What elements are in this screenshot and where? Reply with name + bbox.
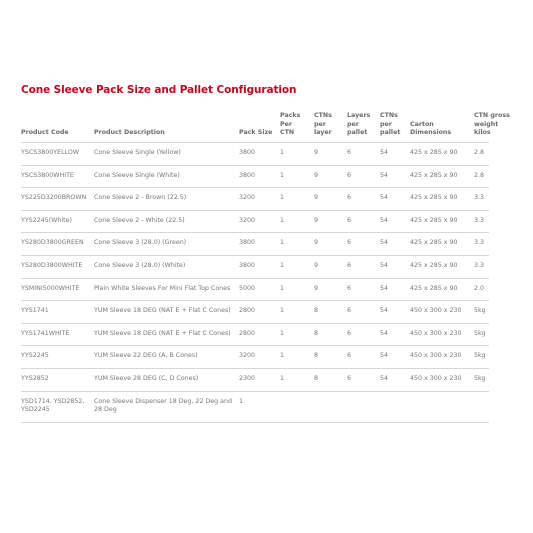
cell-carton-dimensions: 425 x 285 x 90 (410, 171, 458, 179)
cell-layers-per-pallet: 6 (347, 307, 352, 315)
cell-carton-dimensions: 450 x 300 x 230 (410, 307, 462, 315)
cell-product-description: Cone Sleeve 3 (28.0) (White) (94, 261, 186, 269)
cell-carton-dimensions: 425 x 285 x 90 (410, 261, 458, 269)
cell-ctn-gross-weight: 2.0 (474, 284, 485, 292)
table-row (21, 233, 489, 256)
cell-ctns-per-layer: 9 (314, 171, 319, 179)
header-packs-per-ctn: Packs Per CTN (280, 112, 301, 137)
cell-product-description: Cone Sleeve 3 (28.0) (Green) (94, 239, 187, 247)
cell-product-code: YS225D3200BROWN (21, 194, 87, 202)
cell-ctns-per-layer: 8 (314, 307, 319, 315)
cell-product-code: YS280D3800GREEN (21, 239, 84, 247)
cell-ctn-gross-weight: 3.3 (474, 194, 485, 202)
cell-ctns-per-layer: 9 (314, 284, 319, 292)
cell-packs-per-ctn: 1 (280, 171, 285, 179)
cell-product-code: YYS1741 (21, 307, 49, 315)
cell-ctns-per-pallet: 54 (380, 284, 389, 292)
cell-carton-dimensions: 425 x 285 x 90 (410, 284, 458, 292)
cell-packs-per-ctn: 1 (280, 352, 285, 360)
table-row (21, 210, 489, 233)
cell-ctn-gross-weight: 5kg (474, 352, 486, 360)
cell-ctns-per-layer: 9 (314, 216, 319, 224)
cell-carton-dimensions: 425 x 285 x 90 (410, 216, 458, 224)
header-product-code: Product Code (21, 129, 69, 137)
cell-pack-size: 3200 (239, 216, 256, 224)
cell-ctn-gross-weight: 5kg (474, 329, 486, 337)
cell-product-description: Cone Sleeve 2 - White (22.5) (94, 216, 185, 224)
document (21, 84, 510, 423)
cell-ctn-gross-weight: 3.3 (474, 261, 485, 269)
cell-layers-per-pallet: 6 (347, 171, 352, 179)
cell-product-description: YUM Sleeve 28 DEG (C, D Cones) (94, 374, 199, 382)
cell-packs-per-ctn: 1 (280, 329, 285, 337)
cell-product-description: YUM Sleeve 18 DEG (NAT E + Flat C Cones) (94, 329, 231, 337)
cell-ctns-per-pallet: 54 (380, 216, 389, 224)
table-row (21, 255, 489, 278)
cell-packs-per-ctn: 1 (280, 307, 285, 315)
cell-pack-size: 3800 (239, 149, 256, 156)
cell-packs-per-ctn: 1 (280, 374, 285, 382)
cell-ctns-per-pallet: 54 (380, 329, 389, 337)
cell-layers-per-pallet: 6 (347, 352, 352, 360)
cell-product-description: Cone Sleeve 2 - Brown (22.5) (94, 194, 187, 202)
cell-pack-size: 3200 (239, 352, 256, 360)
cell-ctns-per-layer: 8 (314, 352, 319, 360)
cell-pack-size: 2300 (239, 374, 256, 382)
cell-ctn-gross-weight: 3.3 (474, 216, 485, 224)
table-row (21, 301, 489, 324)
cell-pack-size: 2800 (239, 307, 256, 315)
cell-packs-per-ctn: 1 (280, 194, 285, 202)
cell-packs-per-ctn: 1 (280, 149, 285, 156)
page-title: Cone Sleeve Pack Size and Pallet Configuration (21, 84, 297, 96)
table-header-row (21, 102, 489, 143)
cell-product-code: YYS2245 (21, 352, 49, 360)
cell-carton-dimensions: 425 x 285 x 90 (410, 239, 458, 247)
cell-ctns-per-pallet: 54 (380, 352, 389, 360)
cell-product-code: YS280D3800WHITE (21, 261, 83, 269)
header-product-description: Product Description (94, 129, 165, 137)
cell-packs-per-ctn: 1 (280, 284, 285, 292)
cell-packs-per-ctn (280, 391, 314, 422)
table-row (21, 346, 489, 369)
cell-product-code: YYS2245(White) (21, 216, 72, 224)
cell-pack-size: 3800 (239, 239, 256, 247)
cell-pack-size: 3800 (239, 171, 256, 179)
cell-layers-per-pallet: 6 (347, 149, 352, 156)
pack-size-table (21, 102, 510, 423)
cell-ctns-per-layer: 8 (314, 374, 319, 382)
cell-ctns-per-pallet: 54 (380, 194, 389, 202)
table-row (21, 165, 489, 188)
cell-product-code: YSD1714, YSD2852, YSD2245 (21, 397, 85, 414)
cell-ctn-gross-weight: 5kg (474, 374, 486, 382)
cell-ctns-per-layer: 9 (314, 149, 319, 156)
cell-layers-per-pallet (347, 391, 380, 422)
cell-ctns-per-pallet: 54 (380, 149, 389, 156)
header-pack-size: Pack Size (239, 129, 273, 137)
cell-pack-size: 5000 (239, 284, 256, 292)
cell-pack-size: 3200 (239, 194, 256, 202)
cell-layers-per-pallet: 6 (347, 374, 352, 382)
cell-ctns-per-layer (314, 391, 347, 422)
cell-ctn-gross-weight: 5kg (474, 307, 486, 315)
cell-layers-per-pallet: 6 (347, 216, 352, 224)
table-row (21, 278, 489, 301)
cell-product-code: YSCS3800WHITE (21, 171, 74, 179)
cell-product-description: Cone Sleeve Single (Yellow) (94, 149, 181, 156)
cell-layers-per-pallet: 6 (347, 261, 352, 269)
cell-ctn-gross-weight: 2.8 (474, 171, 485, 179)
cell-ctn-gross-weight (474, 391, 489, 422)
cell-ctn-gross-weight: 2.8 (474, 149, 485, 156)
cell-packs-per-ctn: 1 (280, 216, 285, 224)
cell-product-code: YSCS3800YELLOW (21, 149, 80, 156)
cell-ctns-per-pallet: 54 (380, 261, 389, 269)
cell-product-description: Cone Sleeve Dispenser 18 Deg, 22 Deg and 28 Deg (94, 397, 233, 414)
cell-product-code: YYS2852 (21, 374, 49, 382)
header-ctns-per-pallet: CTNs per pallet (380, 112, 401, 137)
cell-ctn-gross-weight: 3.3 (474, 239, 485, 247)
cell-carton-dimensions (410, 391, 474, 422)
cell-carton-dimensions: 425 x 285 x 90 (410, 194, 458, 202)
cell-carton-dimensions: 450 x 300 x 230 (410, 352, 462, 360)
cell-layers-per-pallet: 6 (347, 239, 352, 247)
cell-ctns-per-pallet: 54 (380, 171, 389, 179)
cell-layers-per-pallet: 6 (347, 329, 352, 337)
cell-ctns-per-layer: 9 (314, 239, 319, 247)
cell-ctns-per-layer: 8 (314, 329, 319, 337)
header-ctn-gross-weight: CTN gross weight kilos (474, 112, 510, 137)
cell-ctns-per-layer: 9 (314, 261, 319, 269)
table-row (21, 188, 489, 211)
cell-product-description: Cone Sleeve Single (White) (94, 171, 180, 179)
cell-pack-size: 2800 (239, 329, 256, 337)
cell-product-description: Plain White Sleeves For Mini Flat Top Cones (94, 284, 231, 292)
cell-carton-dimensions: 425 x 285 x 90 (410, 149, 458, 156)
cell-ctns-per-pallet: 54 (380, 239, 389, 247)
cell-layers-per-pallet: 6 (347, 284, 352, 292)
cell-layers-per-pallet: 6 (347, 194, 352, 202)
cell-ctns-per-pallet (380, 391, 410, 422)
cell-packs-per-ctn: 1 (280, 239, 285, 247)
cell-carton-dimensions: 450 x 300 x 230 (410, 329, 462, 337)
header-carton-dimensions: Carton Dimensions (410, 120, 452, 137)
header-ctns-per-layer: CTNs per layer (314, 112, 332, 137)
table-row (21, 143, 489, 166)
cell-ctns-per-layer: 9 (314, 194, 319, 202)
cell-packs-per-ctn: 1 (280, 261, 285, 269)
cell-ctns-per-pallet: 54 (380, 307, 389, 315)
table-row (21, 323, 489, 346)
cell-product-code: YSMINI5000WHITE (21, 284, 80, 292)
cell-product-description: YUM Sleeve 18 DEG (NAT E + Flat C Cones) (94, 307, 231, 315)
header-layers-per-pallet: Layers per pallet (347, 112, 371, 137)
cell-ctns-per-pallet: 54 (380, 374, 389, 382)
cell-pack-size: 1 (239, 397, 244, 405)
table-row (21, 368, 489, 391)
table-row (21, 391, 489, 422)
cell-product-description: YUM Sleeve 22 DEG (A, B Cones) (94, 352, 198, 360)
cell-product-code: YYS1741WHITE (21, 329, 70, 337)
cell-pack-size: 3800 (239, 261, 256, 269)
cell-carton-dimensions: 450 x 300 x 230 (410, 374, 462, 382)
